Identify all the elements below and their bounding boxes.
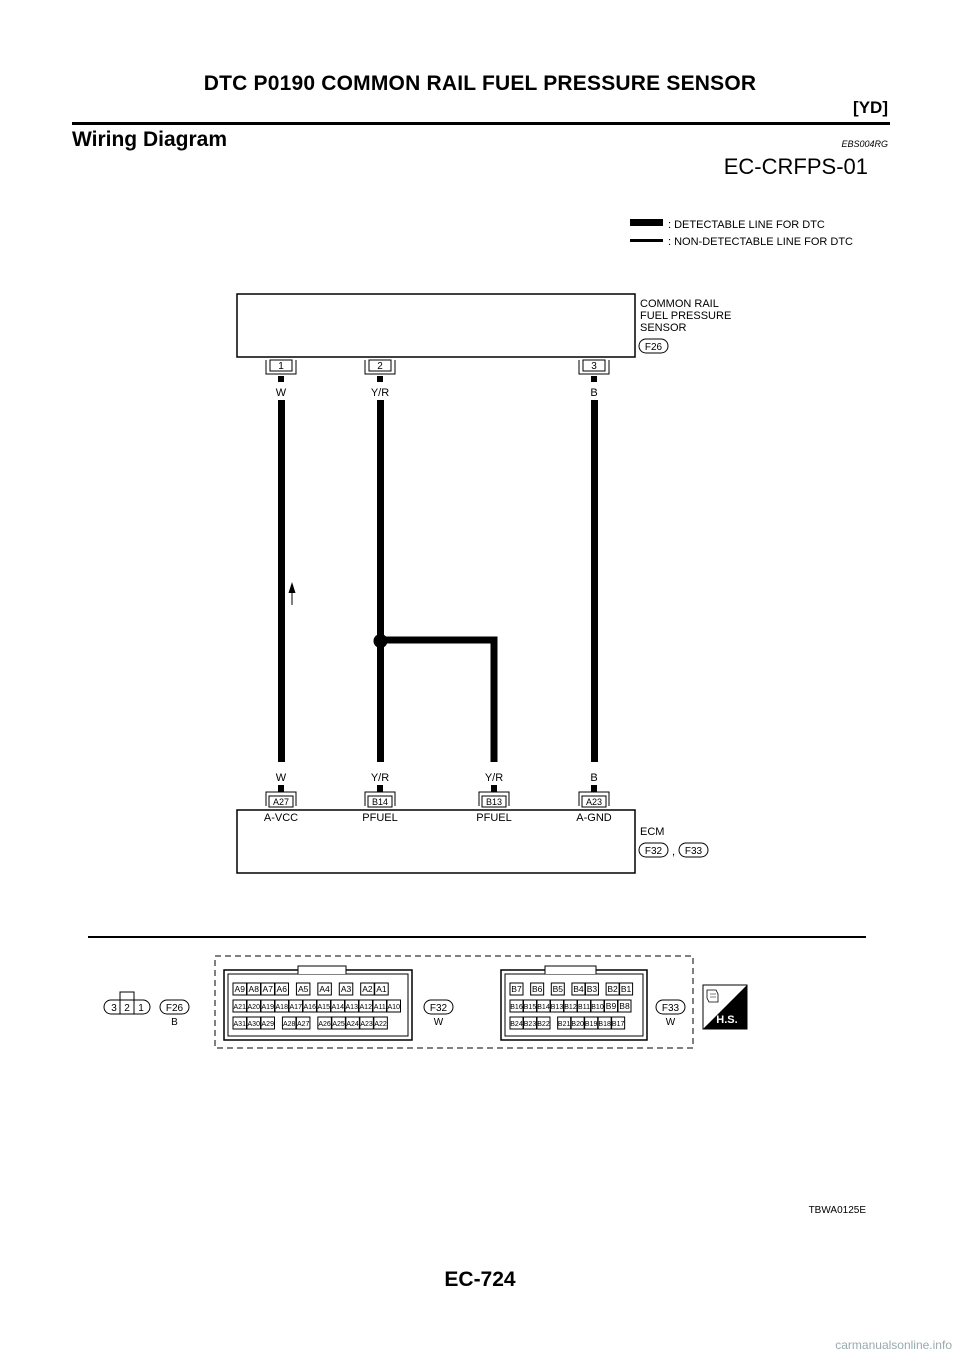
f33-pin-label: B18 [598,1021,611,1028]
sensor-name-line-2: FUEL PRESSURE [640,310,732,322]
f26-pin-3: 3 [111,1003,117,1014]
hs-label: H.S. [716,1014,738,1026]
f32-pin-label: A19 [261,1004,274,1011]
wire-w-bottom-stub [278,785,284,792]
f33-pin-label: B7 [511,984,522,994]
f33-pin-label: B16 [510,1004,523,1011]
f32-pin-grid [233,983,401,1029]
f33-pin-label: B1 [620,984,632,994]
f33-pin-label: B9 [605,1001,617,1011]
wire-w [278,400,285,762]
f33-pin-label: B4 [573,984,584,994]
ecm-terminal-2-pin: B14 [371,797,389,807]
wire-yr-bottom-stub [377,785,383,792]
f33-pin-label: B12 [564,1004,577,1011]
f33-pin-label: B19 [584,1021,598,1028]
f32-pin-label: A11 [373,1004,386,1011]
wire-w-top-stub [278,376,284,382]
f33-pin-grid [510,983,633,1029]
f32-pin-label: A25 [332,1021,345,1028]
wire-yr-branch [381,640,495,762]
sensor-box [237,294,635,357]
sensor-terminal-3-color: B [590,387,598,399]
f32-pin-label: A16 [303,1004,316,1011]
figure-id: TBWA0125E [808,1205,866,1216]
f32-pin-label: A18 [275,1004,288,1011]
legend-thick-line [630,219,663,226]
ecm-terminal-1-signal: A-VCC [263,812,299,824]
ecm-terminal-2-color: Y/R [370,772,390,784]
sensor-terminal-2-color: Y/R [370,387,390,399]
f32-pin-label: A6 [276,984,287,994]
f32-pin-label: A31 [233,1021,246,1028]
f32-pin-label: A21 [233,1004,246,1011]
ecm-terminal-4-color: B [590,772,598,784]
sensor-name-line-1: COMMON RAIL [640,298,719,310]
f32-key [298,966,346,974]
page-header-title: DTC P0190 COMMON RAIL FUEL PRESSURE SENSOR [203,72,757,95]
wires [275,376,598,792]
f33-pin-label: B24 [510,1021,523,1028]
sensor-terminal-3-pin: 3 [591,361,597,372]
legend-detectable-text: : DETECTABLE LINE FOR DTC [668,219,825,231]
legend-thin-line [630,239,663,242]
f32-pin-label: A22 [374,1021,387,1028]
f33-pin-label: B11 [578,1004,590,1011]
f33-pin-label: B20 [571,1021,584,1028]
f26-pin-1: 1 [138,1003,144,1014]
f33-key [545,966,596,974]
f32-pin-label: A30 [247,1021,260,1028]
diagram-id: EC-CRFPS-01 [723,154,868,179]
section-title: Wiring Diagram [72,128,227,151]
ecm-terminals [264,772,612,824]
sensor-terminal-1-color: W [275,387,287,399]
legend-non-detectable-text: : NON-DETECTABLE LINE FOR DTC [668,236,853,248]
f33-id: F33 [661,1003,680,1014]
f26-pin-2: 2 [124,1003,130,1014]
f32-pin-label: A14 [331,1004,344,1011]
ecm-terminal-4-signal: A-GND [576,812,612,824]
sensor-component [237,294,731,399]
f33-pin-label: B23 [523,1021,537,1028]
f32-pin-label: A1 [376,984,387,994]
wire-b [591,400,598,762]
sensor-terminal-1-pin: 1 [278,361,284,372]
page-number: EC-724 [444,1268,516,1291]
f33-pin-label: B8 [619,1001,630,1011]
ecm-terminal-4-pin: A23 [585,797,603,807]
ecm-terminal-3-color: Y/R [484,772,504,784]
wire-yr-top-stub [377,376,383,382]
f33-pin-label: B5 [552,984,564,994]
f32-pin-label: A8 [248,984,259,994]
f33-pin-label: B21 [557,1021,571,1028]
connector-view-f26 [104,992,189,1028]
ecm-connector-id-1: F32 [644,846,663,857]
f33-pin-label: B17 [611,1021,625,1028]
sensor-connector-id: F26 [644,342,663,353]
f32-pin-label: A9 [234,984,245,994]
wire-b-top-stub [591,376,597,382]
wire-yr [377,400,384,762]
ecm-name: ECM [640,826,665,838]
f33-color: W [665,1017,676,1028]
f32-pin-label: A7 [262,984,273,994]
wire-yr2-bottom-stub [491,785,497,792]
f32-pin-label: A15 [317,1004,330,1011]
signal-arrow-icon [289,582,296,593]
f33-pin-label: B22 [537,1021,550,1028]
f32-pin-label: A17 [289,1004,302,1011]
ecm-terminal-2-signal: PFUEL [362,812,398,824]
f33-pin-label: B15 [523,1004,537,1011]
watermark: carmanualsonline.info [835,1338,952,1352]
engine-code: [YD] [853,98,888,117]
f33-pin-label: B10 [591,1004,604,1011]
f32-pin-label: A5 [297,984,309,994]
ecm-connector-separator: , [672,846,676,858]
f33-pin-label: B13 [550,1004,564,1011]
harness-side-icon [703,985,747,1029]
f33-pin-label: B2 [607,984,618,994]
connector-view-f32 [224,966,453,1040]
f32-pin-label: A26 [318,1021,331,1028]
ecm-terminal-3-pin: B13 [485,797,503,807]
f32-pin-label: A2 [362,984,373,994]
sensor-name-line-3: SENSOR [640,322,687,334]
f32-pin-label: A28 [282,1021,296,1028]
f32-pin-label: A12 [359,1004,372,1011]
f32-pin-label: A13 [345,1004,358,1011]
connector-view-f33 [501,966,685,1040]
section-code: EBS004RG [841,139,888,149]
f33-pin-label: B6 [531,984,543,994]
f26-id: F26 [165,1003,184,1014]
f32-pin-label: A27 [296,1021,310,1028]
sensor-terminal-2-pin: 2 [377,361,383,372]
ecm-component [237,810,708,873]
legend [630,219,853,248]
ecm-terminal-1-pin: A27 [272,797,290,807]
f32-pin-label: A20 [247,1004,260,1011]
f32-pin-label: A4 [319,984,330,994]
f32-id: F32 [429,1003,448,1014]
f32-pin-label: A3 [340,984,352,994]
splice-point [374,634,388,648]
f32-pin-label: A23 [360,1021,373,1028]
f26-key [120,992,134,1000]
f32-pin-label: A29 [261,1021,274,1028]
wire-b-bottom-stub [591,785,597,792]
f33-pin-label: B14 [537,1004,550,1011]
f32-pin-label: A24 [346,1021,359,1028]
ecm-terminal-3-signal: PFUEL [476,812,512,824]
f33-pin-label: B3 [586,984,598,994]
f26-color: B [171,1017,178,1028]
f32-color: W [433,1017,444,1028]
ecm-connector-id-2: F33 [684,846,703,857]
f32-pin-label: A10 [387,1004,400,1011]
ecm-terminal-1-color: W [275,772,287,784]
